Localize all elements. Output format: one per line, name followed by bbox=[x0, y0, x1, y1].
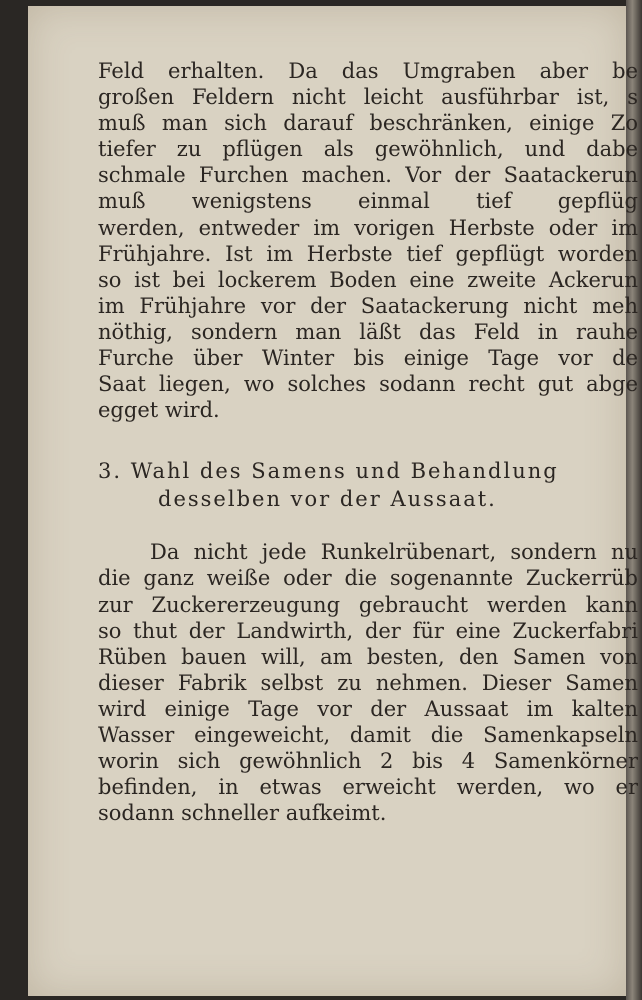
text-line: egget wird. bbox=[98, 398, 220, 423]
text-line: großen Feldern nicht leicht ausführbar ist, s bbox=[98, 85, 638, 110]
text-line: im Frühjahre vor der Saatackerung nicht meh bbox=[98, 293, 638, 318]
text-line: muß wenigstens einmal tief gepflüg bbox=[98, 189, 638, 214]
text-line: Frühjahre. Ist im Herbste tief gepflügt worden bbox=[98, 241, 638, 266]
text-line: Rüben bauen will, am besten, den Samen von bbox=[98, 644, 638, 669]
text-line: zur Zuckererzeugung gebraucht werden kann bbox=[98, 592, 638, 617]
text-line: muß man sich darauf beschränken, einige Zo bbox=[98, 111, 638, 136]
text-line: befinden, in etwas erweicht werden, wo er bbox=[98, 775, 638, 800]
text-line: sodann schneller aufkeimt. bbox=[98, 801, 387, 826]
text-line: so thut der Landwirth, der für eine Zuckerfabri bbox=[98, 618, 638, 643]
page-text bbox=[98, 58, 638, 826]
text-line: wird einige Tage vor der Aussaat im kalten bbox=[98, 696, 638, 721]
text-line: Da nicht jede Runkelrübenart, sondern nu bbox=[150, 540, 638, 565]
text-line: worin sich gewöhnlich 2 bis 4 Samenkörner bbox=[98, 749, 638, 774]
section-heading-continued: desselben vor der Aussaat. bbox=[158, 487, 497, 512]
paragraph-2 bbox=[98, 539, 638, 826]
text-line: schmale Furchen machen. Vor der Saatackerun bbox=[98, 163, 638, 188]
text-line: Saat liegen, wo solches sodann recht gut abge bbox=[98, 372, 638, 397]
text-line: tiefer zu pflügen als gewöhnlich, und dabe bbox=[98, 137, 638, 162]
text-line: werden, entweder im vorigen Herbste oder im bbox=[98, 215, 638, 240]
text-line: nöthig, sondern man läßt das Feld in rauhe bbox=[98, 319, 638, 344]
text-line: Furche über Winter bis einige Tage vor de bbox=[98, 346, 638, 371]
text-line: dieser Fabrik selbst zu nehmen. Dieser Samen bbox=[98, 670, 638, 695]
text-line: so ist bei lockerem Boden eine zweite Ackerun bbox=[98, 267, 638, 292]
text-line: die ganz weiße oder die sogenannte Zuckerrüb bbox=[98, 566, 638, 591]
text-line: Wasser eingeweicht, damit die Samenkapseln bbox=[98, 722, 638, 747]
paragraph-1 bbox=[98, 58, 638, 423]
text-line: Feld erhalten. Da das Umgraben aber be bbox=[98, 59, 638, 83]
section-heading: 3. Wahl des Samens und Behandlung bbox=[98, 459, 559, 484]
